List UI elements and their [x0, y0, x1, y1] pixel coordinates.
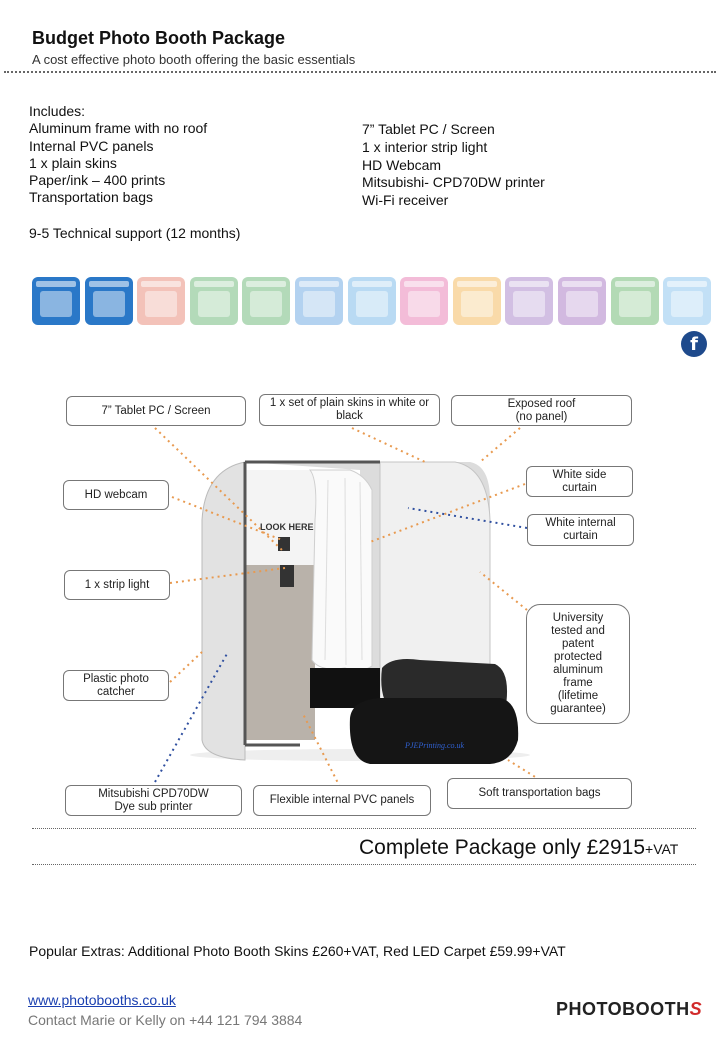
look-here-sign: LOOK HERE — [260, 522, 314, 532]
callout-skins: 1 x set of plain skins in white or black — [259, 394, 440, 426]
package-price — [359, 836, 678, 860]
logo-main: PHOTOBOOTH — [556, 999, 690, 1019]
callout-internal-curtain: White internal curtain — [527, 514, 634, 546]
callout-webcam: HD webcam — [63, 480, 169, 510]
includes-item: Paper/ink – 400 prints — [29, 172, 166, 189]
contact-info: Contact Marie or Kelly on +44 121 794 3884 — [28, 1012, 303, 1028]
includes-item: 1 x interior strip light — [362, 138, 488, 155]
price-text: Complete Package only £2915 — [359, 836, 646, 859]
callout-side-curtain: White side curtain — [526, 466, 633, 497]
callout-catcher: Plastic photo catcher — [63, 670, 169, 701]
includes-item: Internal PVC panels — [29, 137, 154, 154]
white-curtain — [310, 470, 372, 671]
tablet-shape — [280, 565, 294, 587]
callout-pvc: Flexible internal PVC panels — [253, 785, 431, 816]
callout-bags: Soft transportation bags — [447, 778, 632, 809]
price-divider-bottom — [32, 864, 696, 865]
bag-print: PJEPrinting.co.uk — [405, 741, 465, 750]
technical-support: 9-5 Technical support (12 months) — [29, 225, 241, 241]
includes-item: HD Webcam — [362, 156, 442, 173]
includes-item: Wi-Fi receiver — [362, 192, 449, 209]
page-subtitle: A cost effective photo booth offering the basic essentials — [32, 52, 356, 67]
includes-item: Aluminum frame with no roof — [29, 120, 208, 137]
callout-frame: University tested and patent protected aluminum frame (lifetime guarantee) — [526, 604, 630, 724]
includes-heading: Includes: — [29, 103, 86, 119]
includes-item: 7” Tablet PC / Screen — [362, 121, 495, 137]
price-vat: +VAT — [645, 841, 679, 857]
price-divider-top — [32, 828, 696, 829]
photobooths-logo — [556, 999, 702, 1020]
callout-tablet: 7” Tablet PC / Screen — [66, 396, 246, 426]
large-bag — [350, 698, 518, 764]
callout-roof: Exposed roof (no panel) — [451, 395, 632, 426]
includes-item: Mitsubishi- CPD70DW printer — [362, 174, 545, 191]
website-link[interactable]: www.photobooths.co.uk — [28, 992, 176, 1008]
logo-s: S — [689, 999, 703, 1019]
includes-item: 1 x plain skins — [29, 154, 117, 171]
page-title: Budget Photo Booth Package — [32, 28, 286, 48]
booth-left-wall — [202, 462, 245, 760]
callout-printer: Mitsubishi CPD70DW Dye sub printer — [65, 785, 242, 816]
callout-strip-light: 1 x strip light — [64, 570, 170, 600]
pvc-panel — [245, 565, 315, 740]
facebook-icon[interactable]: f — [681, 331, 707, 357]
includes-item: Transportation bags — [29, 189, 153, 206]
popular-extras: Popular Extras: Additional Photo Booth Skins £260+VAT, Red LED Carpet £59.99+VAT — [29, 943, 566, 959]
